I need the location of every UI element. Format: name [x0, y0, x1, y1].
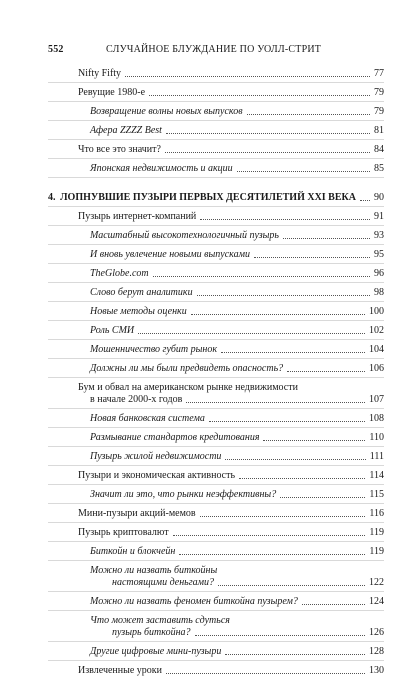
toc-entry — [48, 321, 384, 340]
toc-entry — [48, 207, 384, 226]
entry-title-continued: пузырь биткойна? — [112, 627, 191, 638]
toc-entry — [48, 661, 384, 679]
chapter-title: ЛОПНУВШИЕ ПУЗЫРИ ПЕРВЫХ ДЕСЯТИЛЕТИЙ XXI ВЕКА — [60, 192, 356, 203]
entry-title: Бум и обвал на американском рынке недвижимости — [78, 382, 298, 393]
leader-dots — [179, 554, 365, 555]
leader-dots — [153, 276, 370, 277]
page-ref: 106 — [369, 363, 384, 374]
page-ref: 84 — [374, 144, 384, 155]
page-ref: 90 — [374, 192, 384, 203]
leader-dots — [191, 314, 365, 315]
page-ref: 77 — [374, 68, 384, 79]
entry-title: TheGlobe.com — [90, 268, 149, 279]
toc-entry — [48, 264, 384, 283]
toc-entry — [48, 561, 384, 592]
page-ref: 100 — [369, 306, 384, 317]
entry-title: Пузырь криптовалют — [78, 527, 169, 538]
chapter-number: 4. — [48, 192, 56, 203]
toc-entry — [48, 245, 384, 264]
page-ref: 81 — [374, 125, 384, 136]
page-ref: 126 — [369, 627, 384, 638]
entry-title: Мошенничество губит рынок — [90, 344, 218, 355]
entry-title: Новая банковская система — [90, 413, 205, 424]
entry-title: Масштабный высокотехнологичный пузырь — [90, 230, 279, 241]
page-ref: 79 — [374, 87, 384, 98]
page-ref: 128 — [369, 646, 384, 657]
toc-entry — [48, 447, 384, 466]
toc-entry — [48, 642, 384, 661]
running-title: СЛУЧАЙНОЕ БЛУЖДАНИЕ ПО УОЛЛ-СТРИТ — [106, 44, 322, 55]
leader-dots — [166, 133, 370, 134]
leader-dots — [221, 352, 365, 353]
entry-title: Мини-пузыри акций-мемов — [78, 508, 196, 519]
leader-dots — [200, 219, 370, 220]
entry-title: Возвращение волны новых выпусков — [90, 106, 243, 117]
leader-dots — [218, 585, 365, 586]
page-ref: 124 — [369, 596, 384, 607]
entry-title: Новые методы оценки — [90, 306, 187, 317]
toc-entry — [48, 68, 384, 83]
leader-dots — [149, 95, 370, 96]
page-ref: 98 — [374, 287, 384, 298]
leader-dots — [173, 535, 366, 536]
page-ref: 119 — [369, 546, 384, 557]
entry-title: Роль СМИ — [90, 325, 135, 336]
entry-title: Биткойн и блокчейн — [90, 546, 176, 557]
page-ref: 115 — [369, 489, 384, 500]
entry-title: Размывание стандартов кредитования — [90, 432, 260, 443]
leader-dots — [186, 402, 365, 403]
toc-entry — [48, 226, 384, 245]
leader-dots — [263, 440, 365, 441]
toc-entry — [48, 611, 384, 642]
toc-entry — [48, 542, 384, 561]
page-ref: 96 — [374, 268, 384, 279]
leader-dots — [225, 654, 365, 655]
leader-dots — [165, 152, 370, 153]
leader-dots — [225, 459, 365, 460]
leader-dots — [195, 635, 365, 636]
toc-entry — [48, 302, 384, 321]
toc-entry — [48, 504, 384, 523]
entry-title: Извлеченные уроки — [78, 665, 162, 676]
leader-dots — [166, 673, 365, 674]
leader-dots — [239, 478, 365, 479]
page-ref: 114 — [369, 470, 384, 481]
toc-entry — [48, 485, 384, 504]
page-ref: 110 — [369, 432, 384, 443]
toc-entry — [48, 188, 384, 207]
page-ref: 79 — [374, 106, 384, 117]
page-ref: 108 — [369, 413, 384, 424]
toc-entry — [48, 523, 384, 542]
toc-entry — [48, 378, 384, 409]
table-of-contents — [48, 68, 384, 679]
leader-dots — [200, 516, 366, 517]
leader-dots — [197, 295, 370, 296]
entry-title: Пузырь интернет-компаний — [78, 211, 197, 222]
toc-entry — [48, 140, 384, 159]
leader-dots — [302, 604, 365, 605]
entry-title: Должны ли мы были предвидеть опасность? — [90, 363, 284, 374]
page-ref: 85 — [374, 163, 384, 174]
leader-dots — [283, 238, 370, 239]
leader-dots — [138, 333, 365, 334]
entry-title: Nifty Fifty — [78, 68, 122, 79]
toc-entry — [48, 409, 384, 428]
entry-title: Значит ли это, что рынки неэффективны? — [90, 489, 277, 500]
leader-dots — [125, 76, 370, 77]
leader-dots — [280, 497, 365, 498]
page-ref: 102 — [369, 325, 384, 336]
entry-title: Что все это значит? — [78, 144, 161, 155]
entry-title: Ревущие 1980-е — [78, 87, 146, 98]
toc-entry — [48, 359, 384, 378]
page-number: 552 — [48, 44, 64, 55]
page-ref: 130 — [369, 665, 384, 676]
page-ref: 119 — [369, 527, 384, 538]
page-ref: 93 — [374, 230, 384, 241]
page-ref: 104 — [369, 344, 384, 355]
leader-dots — [287, 371, 365, 372]
page-ref: 111 — [369, 451, 384, 462]
toc-entry — [48, 121, 384, 140]
entry-title: Можно ли назвать феномен биткойна пузырем? — [90, 596, 298, 607]
toc-entry — [48, 102, 384, 121]
toc-entry — [48, 83, 384, 102]
leader-dots — [360, 200, 370, 201]
toc-entry — [48, 592, 384, 611]
entry-title-continued: в начале 2000-х годов — [90, 394, 183, 405]
toc-entry — [48, 428, 384, 447]
entry-title: Можно ли назвать биткойны — [90, 565, 218, 576]
toc-entry — [48, 466, 384, 485]
entry-title: Другие цифровые мини-пузыри — [90, 646, 222, 657]
entry-title: Японская недвижимость и акции — [90, 163, 233, 174]
entry-title: Пузыри и экономическая активность — [78, 470, 236, 481]
entry-title: Афера ZZZZ Best — [90, 125, 162, 136]
page-ref: 95 — [374, 249, 384, 260]
page-ref: 116 — [369, 508, 384, 519]
entry-title-continued: настоящими деньгами? — [112, 577, 214, 588]
entry-title: Пузырь жилой недвижимости — [90, 451, 222, 462]
page-ref: 107 — [369, 394, 384, 405]
entry-title: Что может заставить сдуться — [90, 615, 230, 626]
entry-title: Слово берут аналитики — [90, 287, 193, 298]
page-ref: 91 — [374, 211, 384, 222]
leader-dots — [254, 257, 370, 258]
toc-entry — [48, 283, 384, 302]
toc-entry — [48, 159, 384, 178]
leader-dots — [209, 421, 365, 422]
leader-dots — [237, 171, 370, 172]
toc-entry — [48, 340, 384, 359]
entry-title: И вновь увлечение новыми выпусками — [90, 249, 250, 260]
page-ref: 122 — [369, 577, 384, 588]
leader-dots — [247, 114, 370, 115]
